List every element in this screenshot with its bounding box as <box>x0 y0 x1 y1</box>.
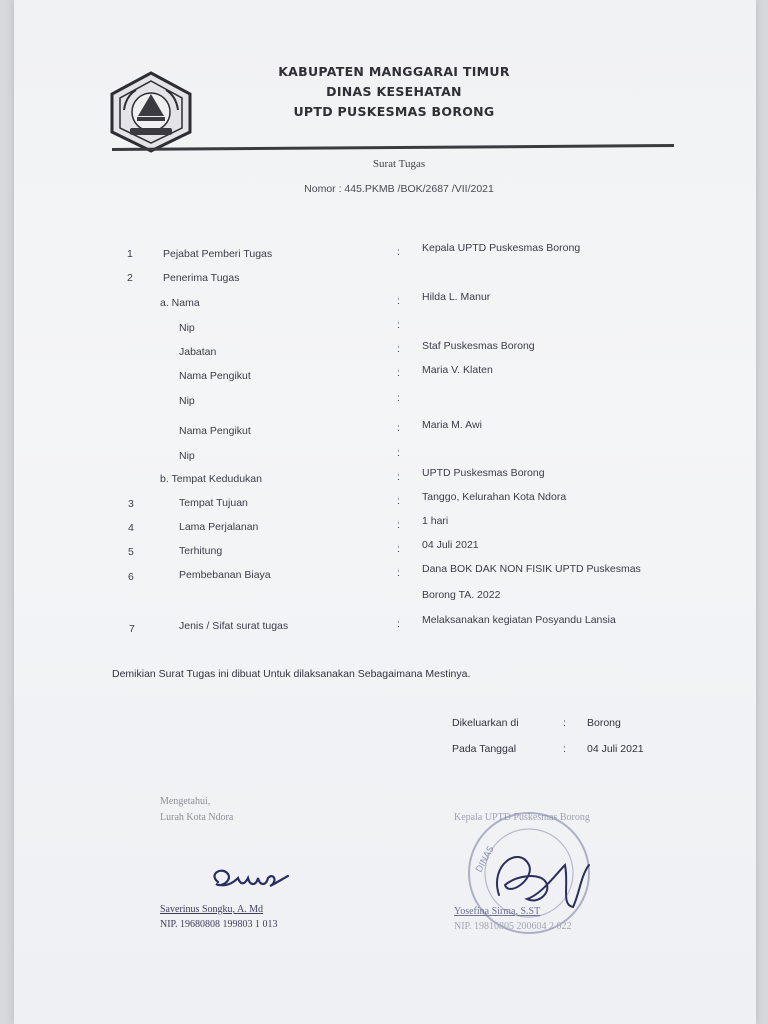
row-label: b. Tempat Kedudukan <box>160 473 262 485</box>
row-label: Jabatan <box>179 346 217 358</box>
row-value: Kepala UPTD Puskesmas Borong <box>422 242 581 254</box>
issued-date: 04 Juli 2021 <box>587 743 644 755</box>
kepala-nip: NIP. 19810805 200604 2 022 <box>454 921 572 932</box>
closing-statement: Demikian Surat Tugas ini dibuat Untuk dilaksanakan Sebagaimana Mestinya. <box>112 668 471 680</box>
row-colon: : <box>397 246 400 258</box>
row-colon: : <box>397 471 400 483</box>
row-value: Staf Puskesmas Borong <box>422 340 535 352</box>
issued-place-colon: : <box>563 717 566 729</box>
row-number: 6 <box>128 571 134 583</box>
letterhead-agency: DINAS KESEHATAN <box>326 84 462 99</box>
row-label: Pembebanan Biaya <box>179 569 271 581</box>
letterhead-unit: UPTD PUSKESMAS BORONG <box>293 104 495 119</box>
row-label: Nip <box>179 450 195 462</box>
row-value: Tanggo, Kelurahan Kota Ndora <box>422 491 567 503</box>
row-label: Penerima Tugas <box>163 272 240 284</box>
row-label: Terhitung <box>179 545 223 557</box>
row-colon: : <box>397 495 400 507</box>
letterhead-divider <box>112 144 674 151</box>
letterhead-regency: KABUPATEN MANGGARAI TIMUR <box>278 64 510 79</box>
row-value: UPTD Puskesmas Borong <box>422 467 545 479</box>
row-value: Dana BOK DAK NON FISIK UPTD Puskesmas <box>422 563 641 575</box>
lurah-title: Lurah Kota Ndora <box>160 812 234 823</box>
row-label: Nip <box>179 322 195 334</box>
issued-date-colon: : <box>563 743 566 755</box>
manggarai-timur-emblem <box>106 70 196 154</box>
row-value-continued: Borong TA. 2022 <box>422 589 501 601</box>
row-colon: : <box>397 567 400 579</box>
stamp-text: DINAS <box>474 844 497 875</box>
row-label: Lama Perjalanan <box>179 521 259 533</box>
row-colon: : <box>397 295 400 307</box>
row-label: a. Nama <box>160 297 200 309</box>
row-value: Maria V. Klaten <box>422 364 493 376</box>
row-label: Jenis / Sifat surat tugas <box>179 620 289 632</box>
row-number: 1 <box>127 248 133 260</box>
row-colon: : <box>397 618 400 630</box>
row-label: Pejabat Pemberi Tugas <box>163 248 273 260</box>
row-colon: : <box>397 319 400 331</box>
row-number: 7 <box>129 623 135 635</box>
row-label: Nama Pengikut <box>179 425 251 437</box>
row-value: Melaksanakan kegiatan Posyandu Lansia <box>422 614 616 626</box>
lurah-signature <box>204 858 304 898</box>
kepala-title: Kepala UPTD Puskesmas Borong <box>454 812 590 823</box>
lurah-nip: NIP. 19680808 199803 1 013 <box>160 919 278 930</box>
row-number: 5 <box>128 546 134 558</box>
row-value: Hilda L. Manur <box>422 291 491 303</box>
row-value: Maria M. Awi <box>422 419 482 431</box>
issued-place-label: Dikeluarkan di <box>452 717 519 729</box>
letterhead <box>214 62 574 122</box>
row-value: 1 hari <box>422 515 449 527</box>
lurah-name: Saverinus Songku, A. Md <box>160 904 264 915</box>
row-colon: : <box>397 519 400 531</box>
document-title: Surat Tugas <box>372 158 426 170</box>
row-colon: : <box>397 543 400 555</box>
issued-date-label: Pada Tanggal <box>452 743 517 755</box>
row-colon: : <box>397 367 400 379</box>
row-label: Nama Pengikut <box>179 370 251 382</box>
row-colon: : <box>397 343 400 355</box>
row-number: 3 <box>128 498 134 510</box>
row-colon: : <box>397 422 400 434</box>
row-value: 04 Juli 2021 <box>422 539 479 551</box>
kepala-name: Yosefina Sirma, S.ST <box>454 906 541 917</box>
row-colon: : <box>397 392 400 404</box>
row-number: 4 <box>128 522 134 534</box>
document-number: Nomor : 445.PKMB /BOK/2687 /VII/2021 <box>304 183 494 195</box>
issued-place: Borong <box>587 717 621 729</box>
row-number: 2 <box>127 272 133 284</box>
document-page <box>14 0 756 1024</box>
row-colon: : <box>397 447 400 459</box>
acknowledged-label: Mengetahui, <box>160 796 211 807</box>
row-label: Tempat Tujuan <box>179 497 248 509</box>
row-label: Nip <box>179 395 195 407</box>
